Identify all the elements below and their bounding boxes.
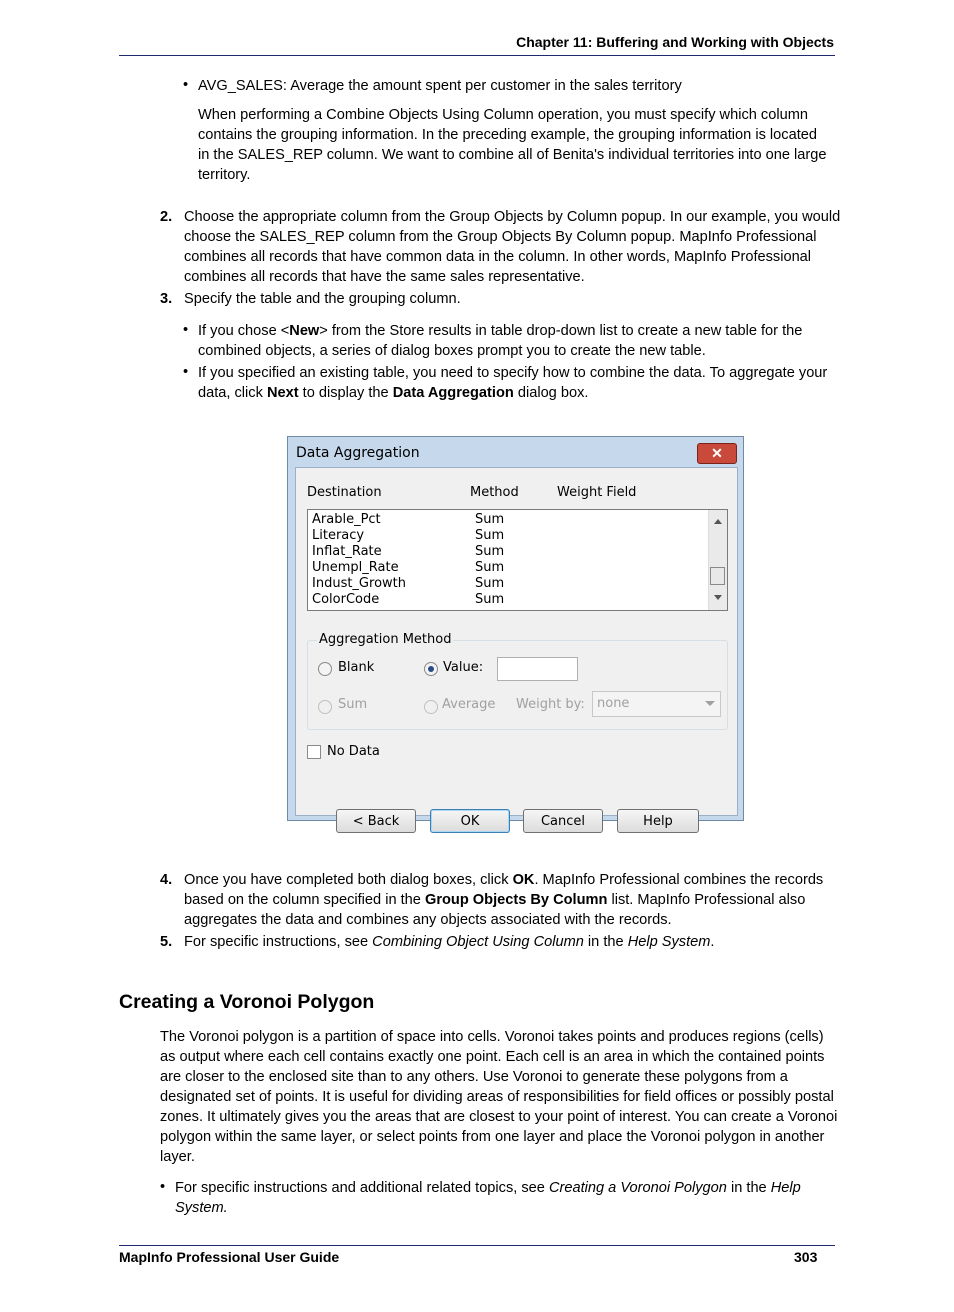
step-number: 4. bbox=[160, 872, 173, 888]
section-heading: Creating a Voronoi Polygon bbox=[119, 991, 375, 1013]
weight-select-value: none bbox=[597, 696, 630, 711]
scroll-arrows-icon bbox=[709, 510, 727, 610]
blank-label: Blank bbox=[338, 660, 375, 675]
list-item[interactable]: Unempl_Rate Sum bbox=[312, 560, 505, 575]
running-header: Chapter 11: Buffering and Working with Objects bbox=[516, 34, 834, 50]
step-number: 2. bbox=[160, 209, 173, 225]
list-scrollbar[interactable] bbox=[708, 510, 727, 610]
value-radio[interactable] bbox=[424, 662, 438, 676]
voronoi-paragraph: The Voronoi polygon is a partition of space into cells. Voronoi takes points and produces regions (cells) as output where each cell contains exactly one point. Each cell is an area in which the contained points are closer to the enclosed site than to any others. Use Voronoi to generate these polygons from a designated set of points. It is useful for dividing areas of responsibilities for field offices or possibly postal zones. It ultimately gives you the areas that are closest to your point of interest. You can create a Voronoi polygon within the same layer, or select points from one layer and place the Voronoi polygon in another layer. bbox=[160, 1029, 838, 1165]
bullet-dot: • bbox=[183, 322, 189, 338]
step-5-text: For specific instructions, see Combining Object Using Column in the Help System. bbox=[184, 934, 715, 950]
average-radio[interactable] bbox=[424, 700, 438, 714]
destination-header: Destination bbox=[307, 485, 382, 500]
step-4-text: Once you have completed both dialog boxes, click OK. MapInfo Professional combines the records based on the column specified in the Group Objects By Column list. MapInfo Professional also aggregates the data and combines any objects associated with the records. bbox=[184, 872, 824, 928]
bullet-dot: • bbox=[183, 364, 189, 380]
scroll-thumb[interactable] bbox=[710, 567, 725, 585]
list-item[interactable]: ColorCode Sum bbox=[312, 592, 505, 607]
sum-label: Sum bbox=[338, 697, 368, 712]
ok-button[interactable]: OK bbox=[430, 809, 510, 833]
list-item[interactable]: Inflat_Rate Sum bbox=[312, 544, 505, 559]
list-item[interactable]: Literacy Sum bbox=[312, 528, 505, 543]
existing-table-bullet: If you specified an existing table, you need to specify how to combine the data. To aggregate your data, click Next to display the Data Aggregation dialog box. bbox=[198, 365, 828, 401]
weight-by-select[interactable] bbox=[592, 691, 721, 717]
new-table-bullet: If you chose <New> from the Store results in table drop-down list to create a new table for the combined objects, a series of dialog boxes prompt you to create the new table. bbox=[198, 323, 803, 359]
intro-paragraph: When performing a Combine Objects Using Column operation, you must specify which column contains the grouping information. In the preceding example, the grouping information is located in the SALES_REP column. We want to combine all of Benita's individual territories into one large territory. bbox=[198, 107, 827, 183]
chevron-down-icon bbox=[704, 700, 716, 708]
step-number: 3. bbox=[160, 291, 173, 307]
header-rule bbox=[119, 55, 835, 56]
step-2-text: Choose the appropriate column from the Group Objects by Column popup. In our example, you would choose the SALES_REP column from the Group Objects By Column popup. MapInfo Professional combines all records that have common data in the column. In other words, MapInfo Professional combines all records that have the same sales representative. bbox=[184, 209, 841, 285]
close-icon[interactable]: ✕ bbox=[697, 443, 737, 464]
weight-by-label: Weight by: bbox=[516, 697, 585, 712]
cancel-button[interactable]: Cancel bbox=[523, 809, 603, 833]
sum-radio[interactable] bbox=[318, 700, 332, 714]
group-label: Aggregation Method bbox=[319, 632, 452, 647]
dialog-body bbox=[295, 467, 738, 829]
aggregation-list[interactable] bbox=[307, 509, 728, 611]
blank-radio[interactable] bbox=[318, 662, 332, 676]
aggregation-method-group bbox=[307, 632, 728, 730]
value-input[interactable] bbox=[497, 657, 578, 681]
page-number: 303 bbox=[794, 1249, 818, 1265]
value-label: Value: bbox=[443, 660, 484, 675]
data-aggregation-dialog bbox=[287, 436, 744, 829]
step-number: 5. bbox=[160, 934, 173, 950]
footer-title: MapInfo Professional User Guide bbox=[119, 1249, 340, 1265]
bullet-dot: • bbox=[183, 77, 189, 93]
voronoi-bullet: For specific instructions and additional related topics, see Creating a Voronoi Polygon in the Help System. bbox=[175, 1180, 801, 1216]
weight-field-header: Weight Field bbox=[557, 485, 637, 500]
back-button[interactable]: < Back bbox=[336, 809, 416, 833]
bullet-dot: • bbox=[160, 1179, 166, 1195]
average-label: Average bbox=[442, 697, 496, 712]
method-header: Method bbox=[470, 485, 519, 500]
no-data-label: No Data bbox=[327, 744, 380, 759]
list-item[interactable]: Arable_Pct Sum bbox=[312, 512, 505, 527]
dialog-title: Data Aggregation bbox=[296, 445, 420, 461]
avg-sales-bullet: AVG_SALES: Average the amount spent per customer in the sales territory bbox=[198, 78, 682, 94]
no-data-checkbox[interactable] bbox=[307, 745, 321, 759]
step-3-text: Specify the table and the grouping column. bbox=[184, 291, 461, 307]
footer-rule bbox=[119, 1245, 835, 1246]
list-item[interactable]: Indust_Growth Sum bbox=[312, 576, 505, 591]
help-button[interactable]: Help bbox=[617, 809, 699, 833]
